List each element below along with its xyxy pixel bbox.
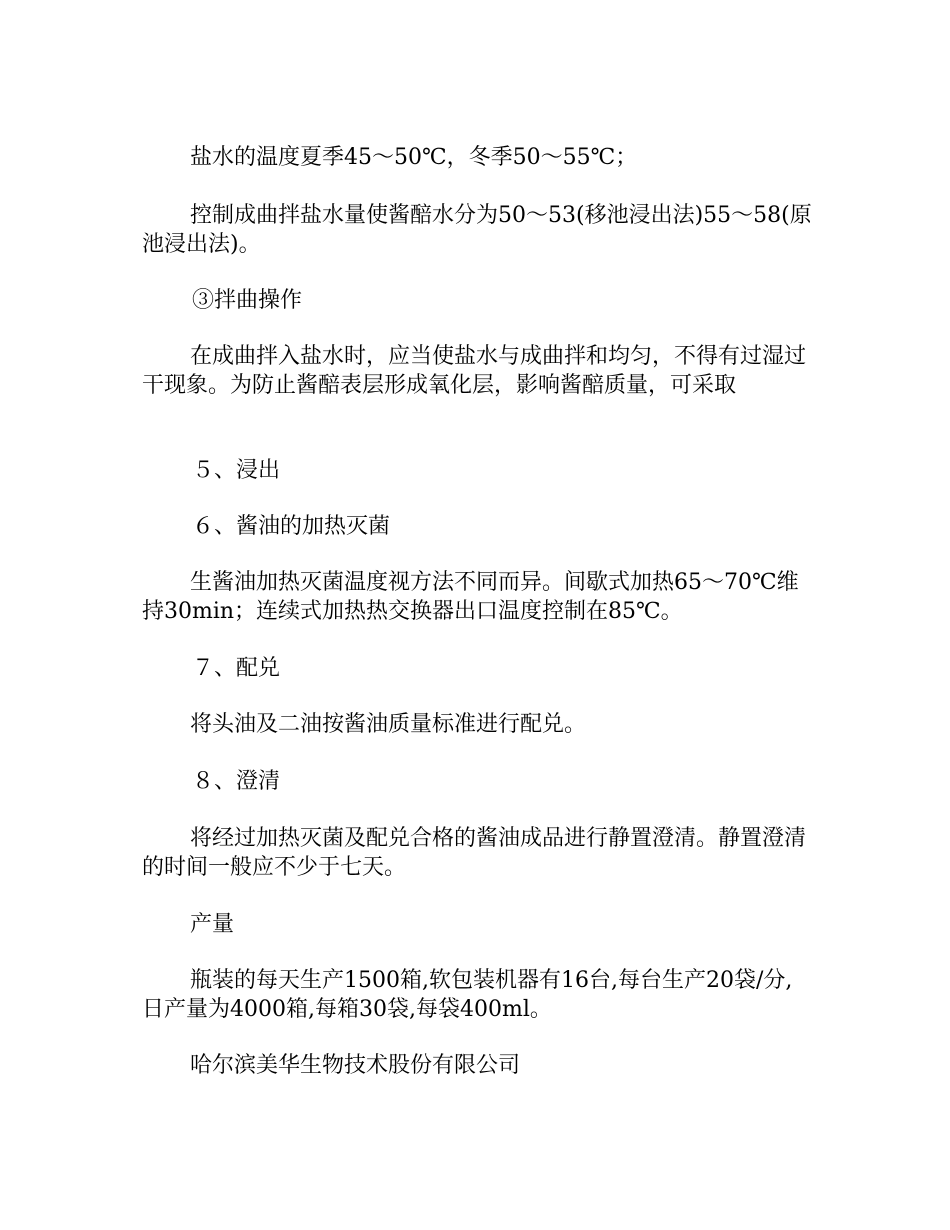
heading-blending: ７、配兑 (192, 656, 281, 681)
heading-leaching: ５、浸出 (192, 458, 281, 483)
paragraph-output-details: 瓶装的每天生产1500箱,软包装机器有16台,每台生产20袋/分,日产量为4000箱,每箱30袋,每袋400ml。 (142, 968, 793, 1022)
paragraph-brine-amount: 控制成曲拌盐水量使酱醅水分为50～53(移池浸出法)55～58(原池浸出法)。 (142, 203, 812, 257)
paragraph-brine-temperature: 盐水的温度夏季45～50℃，冬季50～55℃； (190, 145, 638, 170)
heading-mixing-operation: ③拌曲操作 (192, 288, 303, 313)
paragraph-mixing-details: 在成曲拌入盐水时，应当使盐水与成曲拌和均匀，不得有过湿过干现象。为防止酱醅表层形成氧化层，影响酱醅质量，可采取 (142, 344, 807, 398)
heading-clarification: ８、澄清 (192, 769, 281, 794)
paragraph-blending-details: 将头油及二油按酱油质量标准进行配兑。 (190, 712, 587, 737)
paragraph-clarification-details: 将经过加热灭菌及配兑合格的酱油成品进行静置澄清。静置澄清的时间一般应不少于七天。 (142, 826, 807, 880)
heading-output: 产量 (190, 912, 235, 937)
paragraph-sterilization-details: 生酱油加热灭菌温度视方法不同而异。间歇式加热65～70℃维持30min；连续式加热热交换器出口温度控制在85℃。 (142, 570, 799, 624)
heading-heat-sterilization: ６、酱油的加热灭菌 (192, 514, 391, 539)
company-name: 哈尔滨美华生物技术股份有限公司 (190, 1053, 521, 1078)
